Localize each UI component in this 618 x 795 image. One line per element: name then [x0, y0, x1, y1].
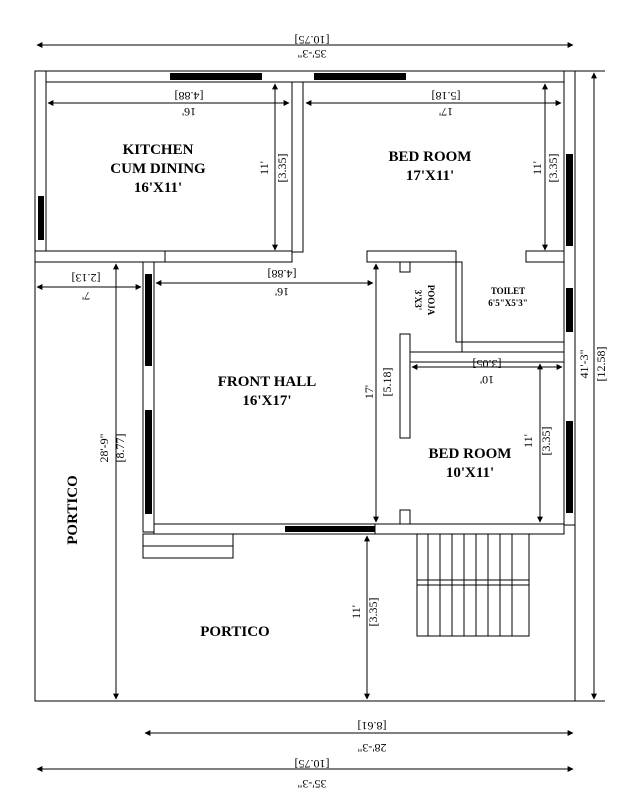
dim-bed2-width-m: [3.05]	[472, 357, 502, 371]
staircase	[417, 534, 529, 636]
dim-bottom-inner-m: [8.61]	[357, 719, 387, 733]
bedroom1-size: 17'X11'	[405, 168, 455, 184]
bedroom2-left-wall	[400, 334, 410, 438]
dim-hall-height-ft: 17'	[362, 384, 376, 400]
bedroom2-size: 10'X11'	[445, 465, 495, 481]
portico-left-label: PORTICO	[65, 475, 81, 545]
pooja-size: 3'X3'	[413, 289, 423, 311]
front-hall-label: FRONT HALL	[217, 374, 317, 390]
dim-kitchen-height-m: [3.35]	[275, 153, 289, 183]
bedroom1-stub-wall-far	[526, 251, 564, 262]
pooja-wall	[400, 262, 410, 272]
bedroom2-left-stub	[400, 510, 410, 524]
dim-bed1-height-ft: 11'	[530, 161, 544, 175]
dim-bed2-height-m: [3.35]	[539, 426, 553, 456]
dim-hall-height-m: [5.18]	[380, 367, 394, 397]
dim-portico-height-m: [3.35]	[366, 597, 380, 627]
dim-left-height-m: [8.77]	[113, 433, 127, 463]
dim-hall-width-m: [4.88]	[267, 267, 297, 281]
dim-portico-left-width-m: [2.13]	[71, 271, 101, 285]
dim-bed2-width-ft: 10'	[479, 373, 495, 387]
dim-bottom-overall-m: [10.75]	[294, 757, 330, 771]
toilet-bottom-wall	[462, 342, 564, 352]
dim-bottom-inner-ft: 28'-3"	[357, 741, 387, 755]
portico-bottom-label: PORTICO	[200, 624, 270, 640]
dim-bottom-overall-ft: 35'-3"	[297, 777, 327, 791]
dim-kitchen-width-m: [4.88]	[174, 89, 204, 103]
kitchen-label-line2: CUM DINING	[110, 161, 206, 177]
front-hall-size: 16'X17'	[242, 393, 292, 409]
dim-portico-left-width-ft: 7'	[81, 289, 91, 303]
dim-top-overall-ft: 35'-3"	[297, 47, 327, 61]
bedroom1-label: BED ROOM	[388, 149, 472, 165]
dim-right-overall-m: [12.58]	[594, 346, 608, 382]
dim-top-overall-m: [10.75]	[294, 33, 330, 47]
dim-bed1-width-m: [5.18]	[431, 89, 461, 103]
kitchen-size: 16'X11'	[133, 180, 183, 196]
dim-portico-height-ft: 11'	[349, 605, 363, 619]
toilet-label: TOILET	[490, 286, 526, 296]
kitchen-label-line1: KITCHEN	[122, 142, 194, 158]
hall-bottom-wall-right	[375, 524, 564, 534]
dim-kitchen-height-ft: 11'	[257, 161, 271, 175]
bedroom1-stub-wall-right	[367, 251, 456, 262]
dim-left-height-ft: 28'-9"	[97, 433, 111, 463]
dim-right-overall-ft: 41'-3"	[577, 349, 591, 379]
dim-bed1-height-m: [3.35]	[546, 153, 560, 183]
toilet-size: 6'5"X5'3"	[488, 298, 528, 308]
dim-hall-width-ft: 16'	[274, 285, 290, 299]
bedroom1-stub-wall-left	[165, 251, 292, 262]
dim-bed1-width-ft: 17'	[438, 105, 454, 119]
pooja-label: POOJA	[426, 284, 436, 316]
dim-kitchen-width-ft: 16'	[181, 105, 197, 119]
kitchen-bedroom-wall	[292, 82, 303, 252]
toilet-left-wall	[456, 262, 462, 342]
bedroom2-label: BED ROOM	[428, 446, 512, 462]
dim-bed2-height-ft: 11'	[521, 434, 535, 448]
